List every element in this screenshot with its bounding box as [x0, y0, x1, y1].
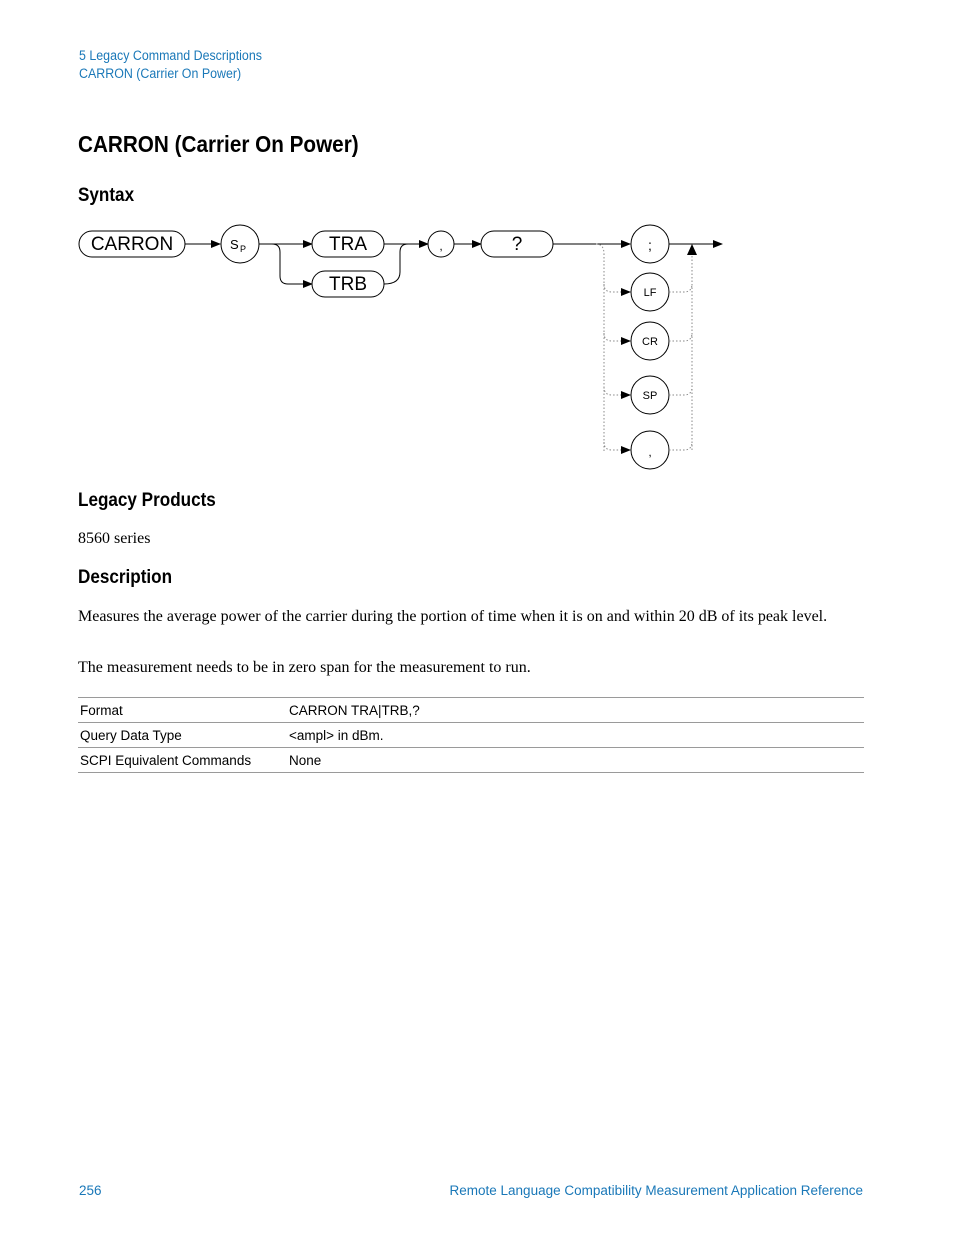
up-arrow-icon — [687, 244, 697, 255]
description-para-2: The measurement needs to be in zero span for the measurement to run. — [78, 659, 531, 676]
table-row — [78, 723, 864, 748]
description-para-1: Measures the average power of the carrier during the portion of time when it is on and within 20 dB of its peak level. — [78, 608, 828, 625]
terminator-label: CR — [642, 336, 658, 348]
table-row — [78, 748, 864, 773]
table-cell-label: SCPI Equivalent Commands — [78, 748, 287, 773]
syntax-heading: Syntax — [78, 185, 135, 206]
tra-node-label: TRA — [329, 234, 367, 255]
sp-node-label: S — [230, 237, 239, 252]
table-cell-label: Query Data Type — [78, 723, 287, 748]
table-cell-value: CARRON TRA|TRB,? — [287, 698, 864, 723]
page-number: 256 — [79, 1183, 102, 1198]
breadcrumb-chapter: 5 Legacy Command Descriptions — [79, 48, 262, 63]
legacy-products-heading: Legacy Products — [78, 490, 216, 511]
terminator-label: LF — [643, 287, 657, 299]
table-cell-label: Format — [78, 698, 287, 723]
connector-line — [272, 244, 312, 284]
table-cell-value: <ampl> in dBm. — [287, 723, 864, 748]
command-info-table — [78, 697, 864, 773]
table-row — [78, 698, 864, 723]
optional-branch-line — [669, 442, 692, 450]
query-node-label: ? — [511, 234, 523, 255]
carron-node-label: CARRON — [90, 234, 174, 255]
terminator-label: ; — [648, 237, 652, 253]
optional-branch-line — [604, 387, 630, 395]
connector-line — [384, 244, 408, 284]
optional-branch-line — [604, 333, 630, 341]
page-title: CARRON (Carrier On Power) — [78, 131, 359, 157]
terminator-label: SP — [642, 390, 658, 402]
optional-branch-line — [669, 333, 692, 341]
optional-branch-line — [596, 244, 604, 452]
optional-branch-line — [669, 387, 692, 395]
sp-node-sublabel: P — [240, 244, 247, 254]
breadcrumb-section: CARRON (Carrier On Power) — [79, 66, 242, 81]
trb-node-label: TRB — [329, 274, 367, 295]
legacy-products-text: 8560 series — [78, 530, 151, 547]
footer-doc-title: Remote Language Compatibility Measurement Application Reference — [449, 1183, 863, 1198]
optional-branch-line — [604, 284, 630, 292]
optional-branch-line — [604, 442, 630, 450]
table-cell-value: None — [287, 748, 864, 773]
terminator-label: , — [648, 445, 652, 459]
syntax-diagram — [0, 0, 954, 480]
optional-branch-line — [669, 284, 692, 292]
description-heading: Description — [78, 567, 173, 588]
comma-node-label: , — [439, 239, 443, 253]
